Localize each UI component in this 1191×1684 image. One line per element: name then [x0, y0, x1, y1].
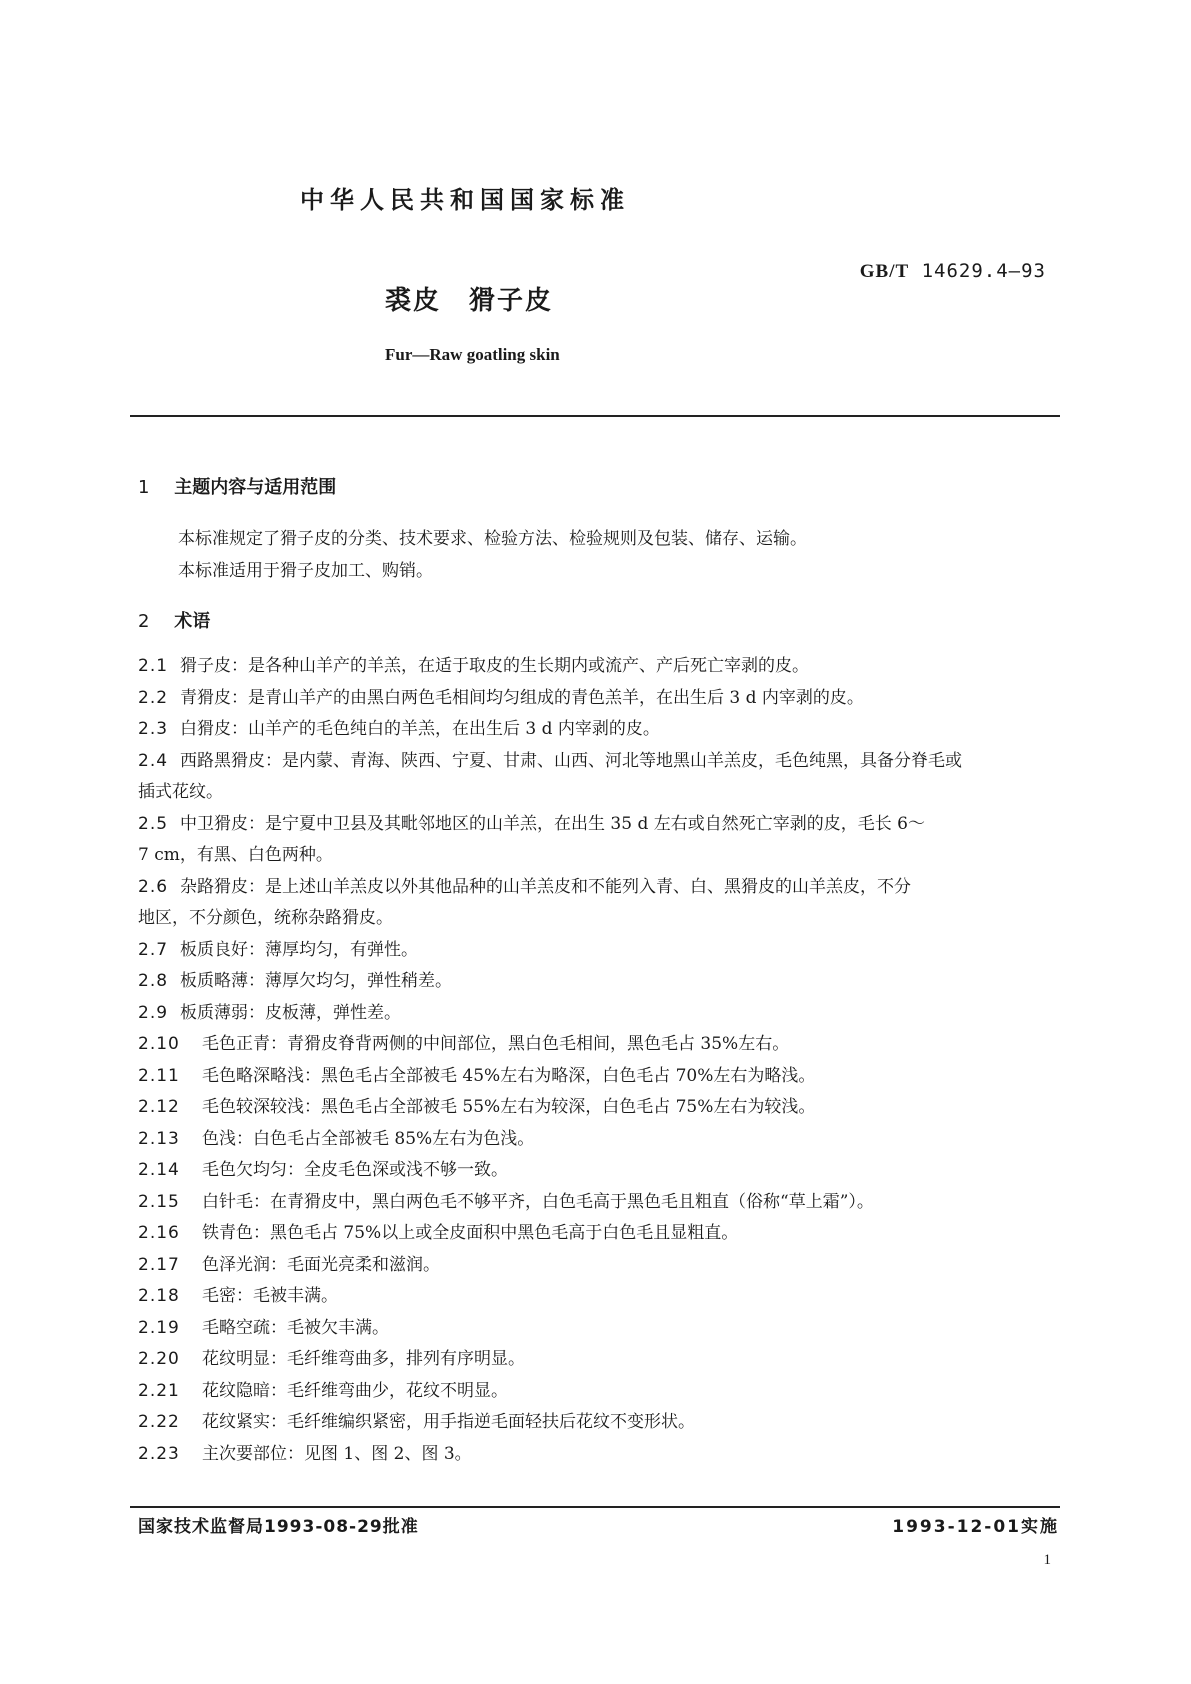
- section-1-paragraph: 本标准适用于猾子皮加工、购销。: [178, 561, 433, 581]
- term-text: 青猾皮：是青山羊产的由黑白两色毛相间均匀组成的青色羔羊，在出生后 3 d 内宰剥的皮。: [180, 687, 864, 708]
- section-2-heading: [138, 607, 210, 633]
- term-text: 毛略空疏：毛被欠丰满。: [202, 1317, 389, 1338]
- term-text: 白猾皮：山羊产的毛色纯白的羊羔，在出生后 3 d 内宰剥的皮。: [180, 719, 660, 739]
- section-1-heading: [138, 473, 336, 499]
- term-text: 花纹紧实：毛纤维编织紧密，用手指逆毛面轻扶后花纹不变形状。: [202, 1412, 695, 1432]
- term-number: 2.10: [138, 1034, 180, 1054]
- term-number: 2.18: [138, 1286, 180, 1306]
- term-number: 2.1: [138, 656, 169, 676]
- approval-date: 国家技术监督局1993-08-29批准: [138, 1517, 419, 1537]
- term-item: [138, 651, 1060, 683]
- term-item: [138, 683, 1060, 715]
- term-text: 毛色正青：青猾皮脊背两侧的中间部位，黑白色毛相间，黑色毛占 35%左右。: [202, 1034, 790, 1054]
- term-number: 2.5: [138, 813, 169, 834]
- term-text: 色浅：白色毛占全部被毛 85%左右为色浅。: [202, 1128, 535, 1149]
- term-continuation: 地区，不分颜色，统称杂路猾皮。: [138, 908, 393, 928]
- term-number: 2.16: [138, 1223, 180, 1243]
- term-text: 板质良好：薄厚均匀，有弹性。: [180, 939, 418, 960]
- standard-code-prefix: GB/T: [859, 261, 910, 282]
- term-item: [138, 1250, 1060, 1282]
- term-number: 2.20: [138, 1349, 180, 1369]
- term-number: 2.14: [138, 1160, 180, 1180]
- term-item: [138, 1124, 1060, 1156]
- term-item: [138, 746, 1060, 778]
- term-text: 色泽光润：毛面光亮柔和滋润。: [202, 1254, 440, 1275]
- term-item: [138, 966, 1060, 998]
- document-title: 裘皮 猾子皮: [385, 286, 554, 316]
- term-item: [138, 1376, 1060, 1408]
- term-text: 毛色略深略浅：黑色毛占全部被毛 45%左右为略深，白色毛占 70%左右为略浅。: [202, 1065, 816, 1086]
- term-number: 2.23: [138, 1443, 180, 1464]
- term-number: 2.7: [138, 939, 169, 960]
- term-text: 毛色较深较浅：黑色毛占全部被毛 55%左右为较深，白色毛占 75%左右为较浅。: [202, 1097, 816, 1117]
- term-text: 毛色欠均匀：全皮毛色深或浅不够一致。: [202, 1160, 508, 1180]
- term-text: 铁青色：黑色毛占 75%以上或全皮面积中黑色毛高于白色毛且显粗直。: [202, 1223, 739, 1243]
- term-text: 中卫猾皮：是宁夏中卫县及其毗邻地区的山羊羔，在出生 35 d 左右或自然死亡宰剥的皮，毛长 6～: [180, 813, 925, 834]
- section-1-paragraph: 本标准规定了猾子皮的分类、技术要求、检验方法、检验规则及包装、储存、运输。: [178, 529, 807, 549]
- term-continuation: 7 cm，有黑、白色两种。: [138, 845, 333, 865]
- term-item: [138, 1061, 1060, 1093]
- term-item: [138, 1439, 1060, 1471]
- document-subtitle: Fur—Raw goatling skin: [385, 345, 560, 364]
- term-number: 2.8: [138, 971, 169, 991]
- term-text: 猾子皮：是各种山羊产的羊羔，在适于取皮的生长期内或流产、产后死亡宰剥的皮。: [180, 656, 809, 676]
- section-number: 1: [138, 477, 150, 498]
- term-number: 2.3: [138, 719, 169, 739]
- term-item: [138, 935, 1060, 967]
- term-number: 2.4: [138, 750, 169, 771]
- term-number: 2.11: [138, 1065, 180, 1086]
- term-item: [138, 1029, 1060, 1061]
- term-number: 2.6: [138, 876, 169, 897]
- terms-list: [138, 651, 1060, 1470]
- term-item: [138, 1187, 1060, 1219]
- term-text: 西路黑猾皮：是内蒙、青海、陕西、宁夏、甘肃、山西、河北等地黑山羊羔皮，毛色纯黑，具备分脊毛或: [180, 750, 962, 771]
- term-text: 白针毛：在青猾皮中，黑白两色毛不够平齐，白色毛高于黑色毛且粗直（俗称“草上霜”）。: [202, 1191, 874, 1212]
- term-item: [138, 1092, 1060, 1124]
- header-divider: [130, 415, 1060, 417]
- section-number: 2: [138, 611, 150, 632]
- term-text: 花纹隐暗：毛纤维弯曲少，花纹不明显。: [202, 1380, 508, 1401]
- term-number: 2.17: [138, 1254, 180, 1275]
- term-item: [138, 1155, 1060, 1187]
- term-number: 2.21: [138, 1380, 180, 1401]
- term-text: 主次要部位：见图 1、图 2、图 3。: [202, 1443, 472, 1464]
- term-item: [138, 1218, 1060, 1250]
- standard-code-number: 14629.4—93: [921, 260, 1046, 282]
- section-title: 主题内容与适用范围: [174, 477, 337, 498]
- effective-date: 1993-12-01实施: [892, 1517, 1059, 1537]
- footer-divider: [130, 1506, 1060, 1508]
- section-title: 术语: [174, 611, 211, 632]
- term-item: [138, 1344, 1060, 1376]
- term-item: [138, 714, 1060, 746]
- term-text: 板质薄弱：皮板薄，弹性差。: [180, 1002, 401, 1023]
- term-item: [138, 998, 1060, 1030]
- term-number: 2.12: [138, 1097, 180, 1117]
- term-item: [138, 809, 1060, 841]
- term-item: [138, 872, 1060, 904]
- term-number: 2.9: [138, 1002, 169, 1023]
- term-item: [138, 1407, 1060, 1439]
- page-number: 1: [1043, 1552, 1051, 1568]
- term-text: 花纹明显：毛纤维弯曲多，排列有序明显。: [202, 1349, 525, 1369]
- term-text: 板质略薄：薄厚欠均匀，弹性稍差。: [180, 971, 452, 991]
- national-standard-heading: 中华人民共和国国家标准: [300, 186, 630, 214]
- term-continuation: 插式花纹。: [138, 782, 223, 802]
- term-number: 2.22: [138, 1412, 180, 1432]
- standard-code: [860, 260, 1046, 283]
- term-item: [138, 1281, 1060, 1313]
- term-number: 2.15: [138, 1191, 180, 1212]
- term-text: 杂路猾皮：是上述山羊羔皮以外其他品种的山羊羔皮和不能列入青、白、黑猾皮的山羊羔皮，不分: [180, 876, 911, 897]
- term-text: 毛密：毛被丰满。: [202, 1286, 338, 1306]
- term-number: 2.19: [138, 1317, 180, 1338]
- term-item: [138, 1313, 1060, 1345]
- term-number: 2.2: [138, 687, 169, 708]
- term-number: 2.13: [138, 1128, 180, 1149]
